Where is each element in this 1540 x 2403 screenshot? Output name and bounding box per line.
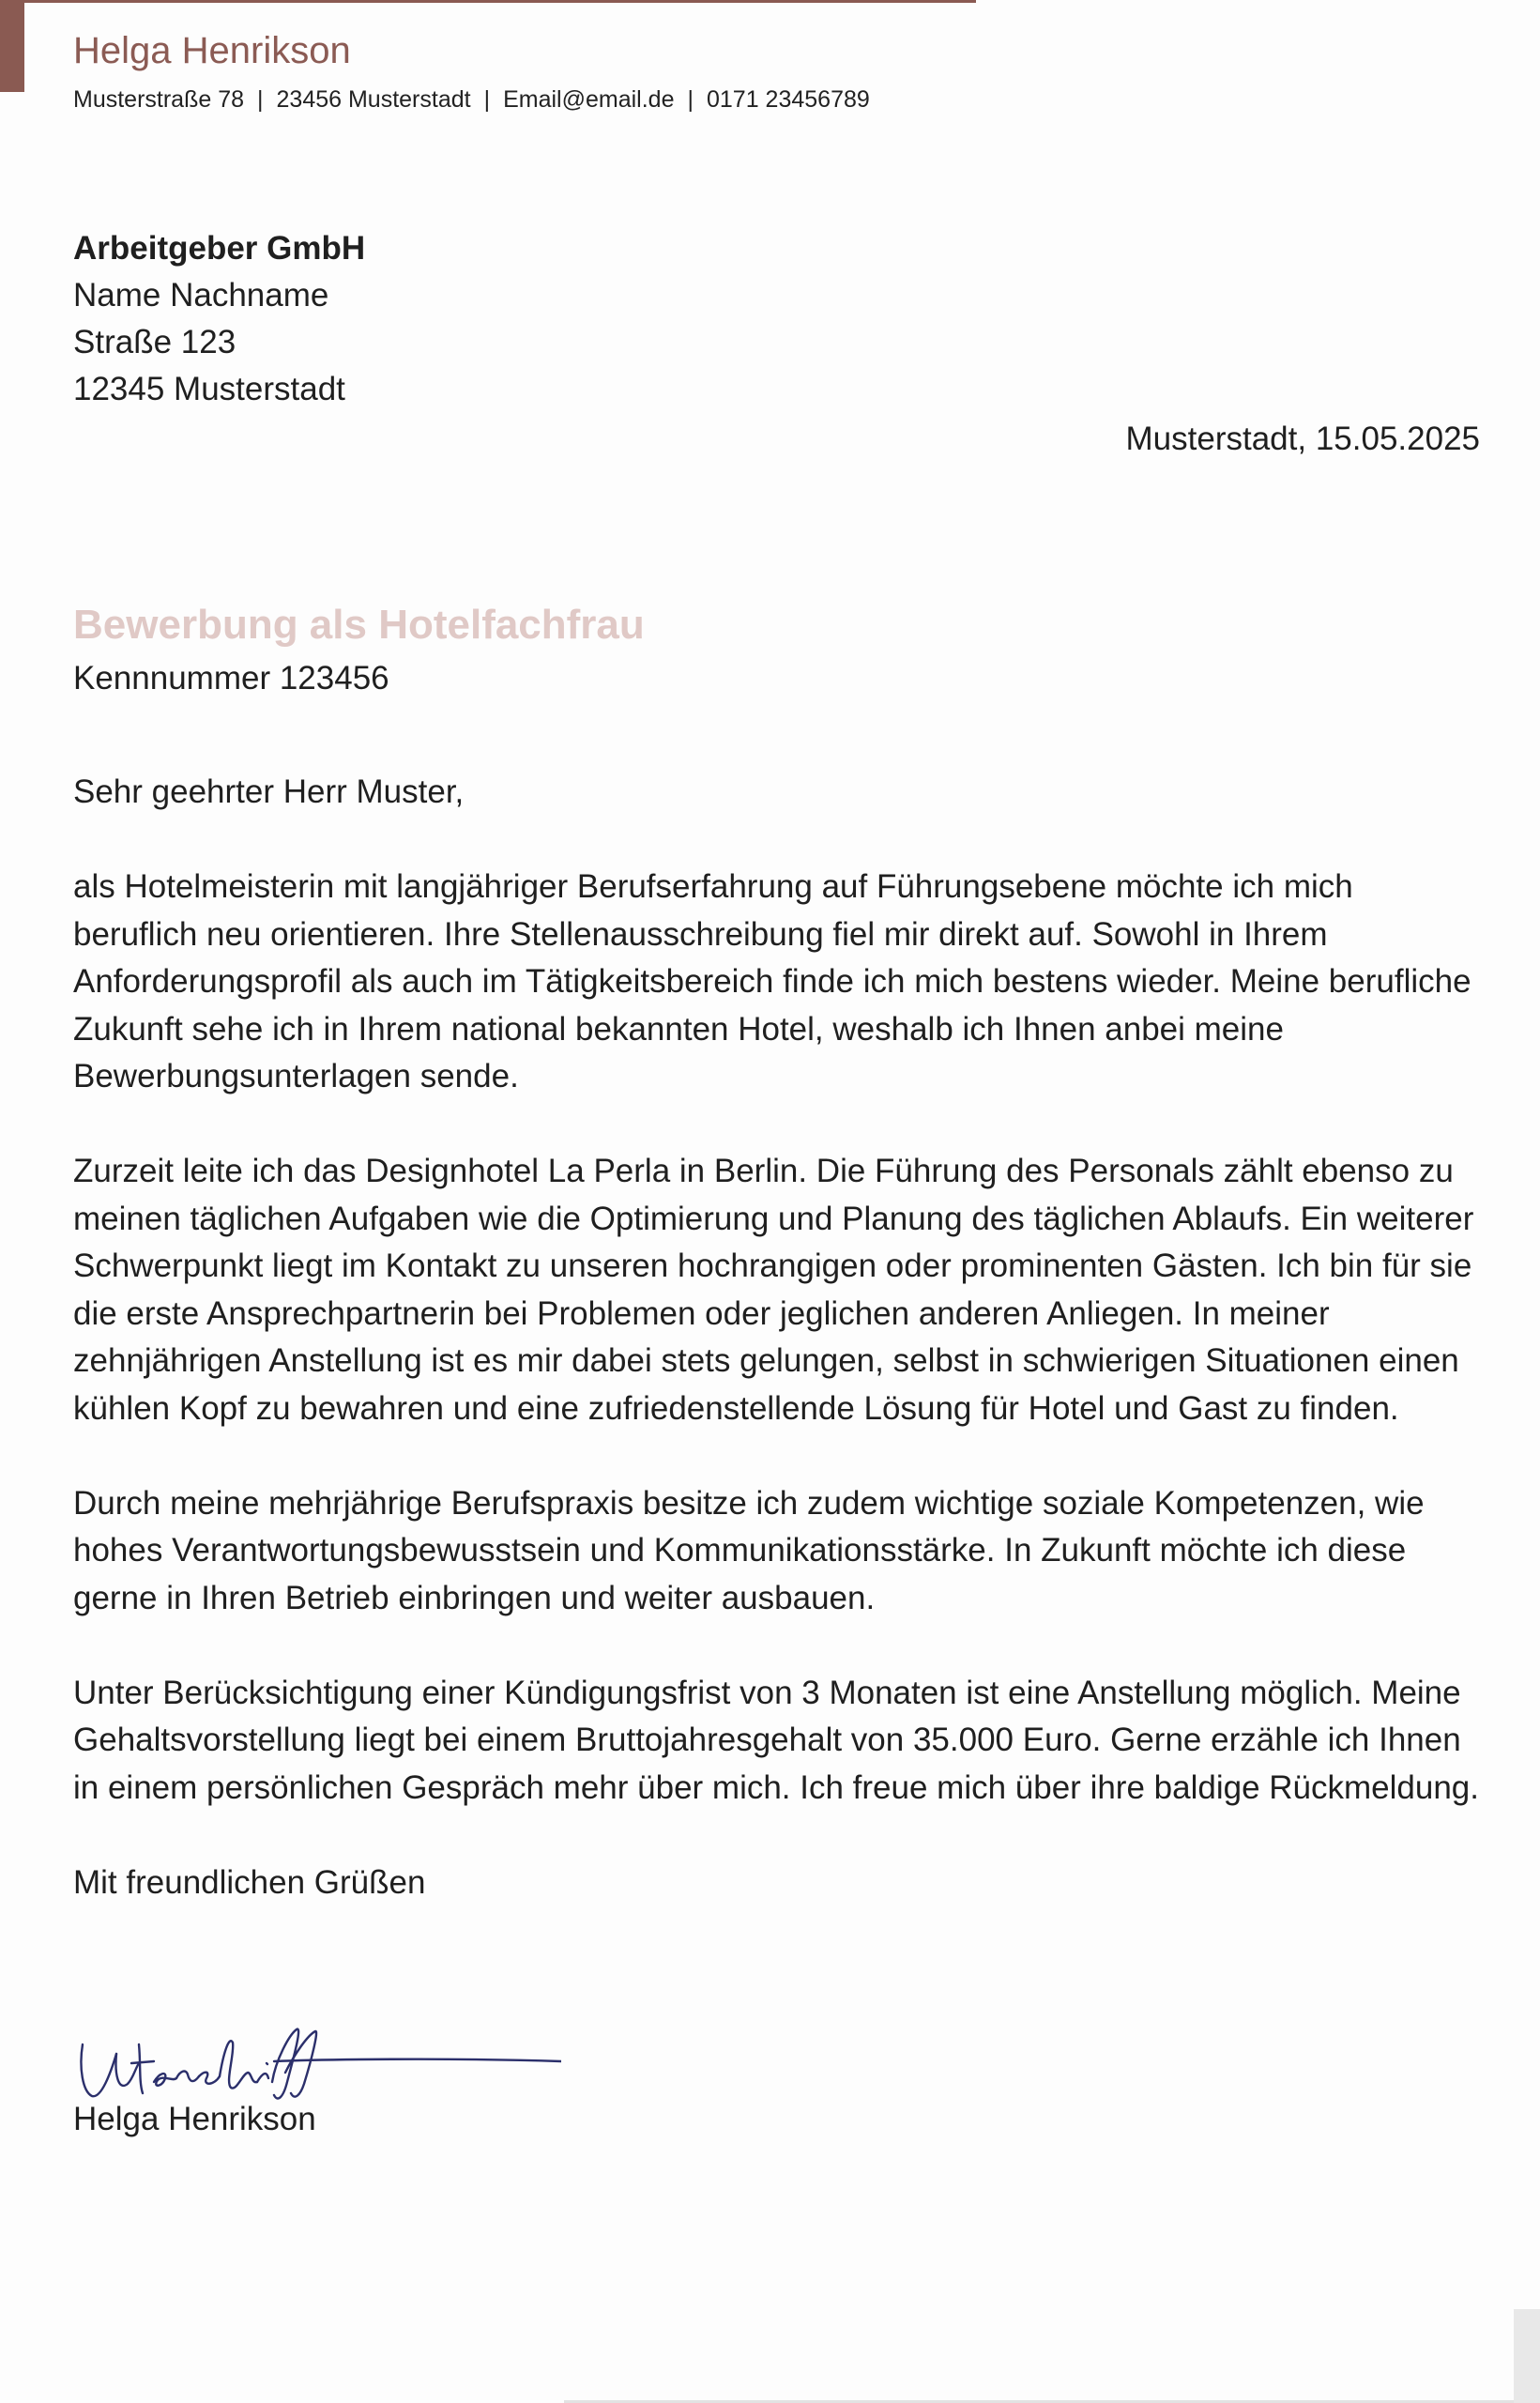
sender-email: Email@email.de [503, 86, 675, 113]
separator: | [257, 86, 264, 113]
letter-date: Musterstadt, 15.05.2025 [1125, 421, 1480, 457]
salutation: Sehr geehrter Herr Muster, [73, 773, 465, 810]
sender-name: Helga Henrikson [73, 30, 351, 71]
letter-subject: Bewerbung als Hotelfachfrau [73, 602, 645, 648]
recipient-name: Name Nachname [73, 277, 329, 314]
recipient-street: Straße 123 [73, 324, 236, 360]
paragraph: Unter Berücksichtigung einer Kündigungsfrist von 3 Monaten ist eine Anstellung möglich. Meine Gehaltsvorstellung liegt bei einem Bruttojahresgehalt von 35.000 Euro. Gerne erzähle ich Ihnen in einem persönlichen Gespräch mehr über mich. Ich freue mich über ihre baldige Rückmeldung. [73, 1674, 1479, 1806]
header-accent-bar [0, 0, 24, 92]
sender-contact [73, 86, 870, 114]
separator: | [483, 86, 491, 113]
separator: | [687, 86, 694, 113]
recipient-city: 12345 Musterstadt [73, 371, 345, 407]
sender-street: Musterstraße 78 [73, 86, 245, 113]
closing: Mit freundlichen Grüßen [73, 1863, 426, 1901]
paragraph: als Hotelmeisterin mit langjähriger Berufserfahrung auf Führungsebene möchte ich mich beruflich neu orientieren. Ihre Stellenausschreibung fiel mir direkt auf. Sowohl in Ihrem Anforderungsprofil als auch im Tätigkeitsbereich finde ich mich bestens wieder. Meine berufliche Zukunft sehe ich in Ihrem national bekannten Hotel, weshalb ich Ihnen anbei meine Bewerbungsunterlagen sende. [73, 868, 1471, 1094]
sender-city: 23456 Musterstadt [276, 86, 471, 113]
page-corner-shade [1514, 2309, 1540, 2403]
signer-name: Helga Henrikson [73, 2101, 316, 2137]
reference-number: Kennnummer 123456 [73, 660, 389, 696]
paragraph: Zurzeit leite ich das Designhotel La Perla in Berlin. Die Führung des Personals zählt ebenso zu meinen täglichen Aufgaben wie die Optimierung und Planung des täglichen Ablaufs. Ein weiterer Schwerpunkt liegt im Kontakt zu unseren hochrangigen oder prominenten Gästen. Ich bin für sie die erste Ansprechpartnerin bei Problemen oder jeglichen anderen Anliegen. In meiner zehnjährigen Anstellung ist es mir dabei stets gelungen, selbst in schwierigen Situationen einen kühlen Kopf zu bewahren und eine zufriedenstellende Lösung für Hotel und Gast zu finden. [73, 1153, 1474, 1427]
recipient-company: Arbeitgeber GmbH [73, 230, 366, 267]
paragraph: Durch meine mehrjährige Berufspraxis besitze ich zudem wichtige soziale Kompetenzen, wie hohes Verantwortungsbewusstsein und Kommunikationsstärke. In Zukunft möchte ich diese gerne in Ihren Betrieb einbringen und weiter ausbauen. [73, 1484, 1425, 1616]
header-rule [0, 0, 976, 3]
letter-body [73, 769, 1486, 1954]
recipient-address [73, 225, 365, 413]
sender-phone: 0171 23456789 [706, 86, 870, 113]
